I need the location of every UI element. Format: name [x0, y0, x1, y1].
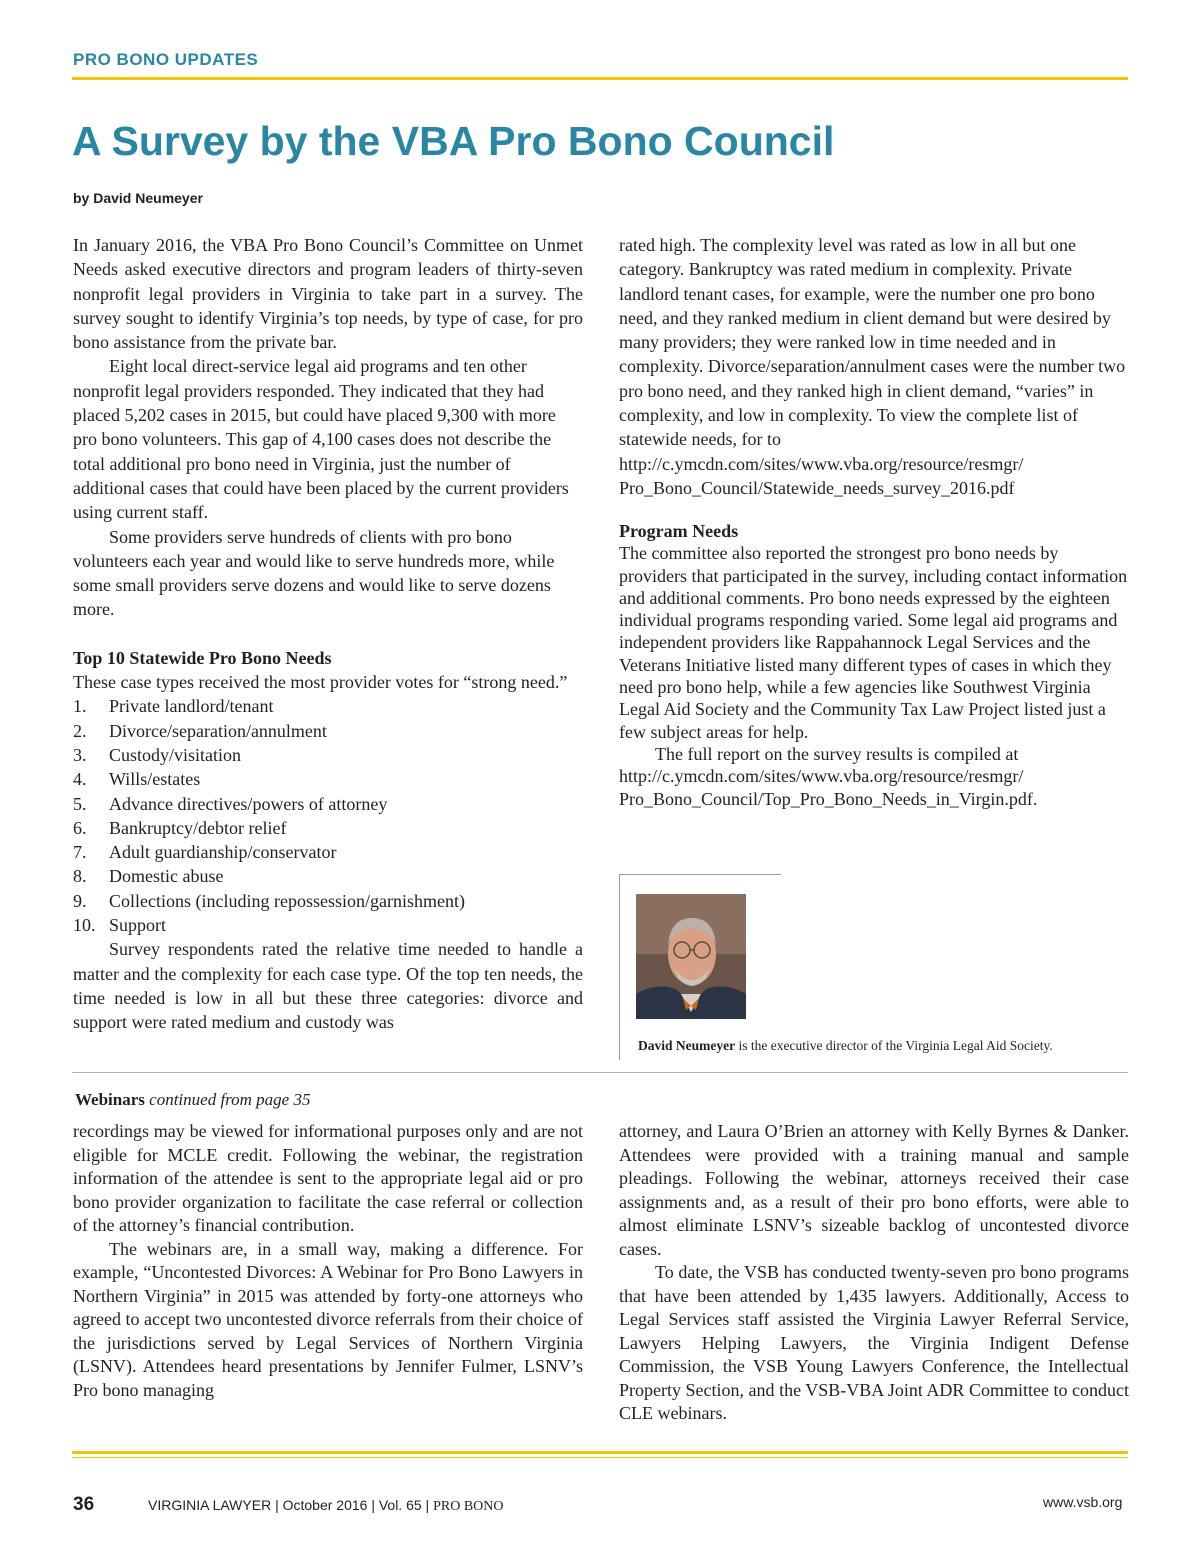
magazine-section: PRO BONO	[433, 1499, 504, 1514]
paragraph: rated high. The complexity level was rated as low in all but one category. Bankruptcy was rated medium in complexity. Private landlord tenant cases, for example, were the number one pro bono need, and they ranked medium in client demand but were desired by many providers; they were ranked low in time needed and in complexity. Divorce/separation/annulment cases were the number two pro bono need, and they ranked high in client demand, “varies” in complexity, and low in complexity. To view the complete list of statewide needs, for to http://c.ymcdn.com/sites/www.vba.org/resource/resmgr/ Pro_Bono_Council/Statewide_needs_survey_2016.pdf	[619, 235, 1126, 498]
webinars-left-column	[73, 1120, 583, 1402]
caption-name: David Neumeyer	[638, 1038, 736, 1053]
list-item: 3. Custody/visitation	[73, 744, 242, 765]
page-number: 36	[73, 1494, 95, 1515]
header-rule	[72, 77, 1128, 80]
footer-url: www.vsb.org	[1043, 1494, 1123, 1510]
list-item: 8. Domestic abuse	[73, 866, 224, 887]
section-divider	[72, 1072, 1128, 1073]
paragraph: Survey respondents rated the relative time needed to handle a matter and the complexity for each case type. Of the top ten needs, the time needed is low in all but these three categories: divorce and support were rated medium and custody was	[73, 939, 583, 1033]
webinars-right-column	[619, 1120, 1129, 1426]
list-item: 7. Adult guardianship/conservator	[73, 842, 337, 863]
list-item: 4. Wills/estates	[73, 769, 201, 790]
magazine-issue: VIRGINIA LAWYER | October 2016 | Vol. 65 |	[148, 1497, 430, 1513]
webinars-heading	[75, 1090, 310, 1110]
author-photo	[636, 894, 746, 1019]
paragraph: To date, the VSB has conducted twenty-seven pro bono programs that have been attended by 1,435 lawyers. Additionally, Access to Legal Services staff assisted the Virginia Lawyer Referral Service, Lawyers Helping Lawyers, the Virginia Indigent Defense Commission, the VSB Young Lawyers Conference, the Intellectual Property Section, and the VSB-VBA Joint ADR Committee to conduct CLE webinars.	[619, 1262, 1129, 1423]
list-item: 5. Advance directives/powers of attorney	[73, 793, 388, 814]
top10-intro: These case types received the most provider votes for “strong need.”	[73, 672, 568, 693]
paragraph: The committee also reported the strongest pro bono needs by providers that participated in the survey, including contact information and additional comments. Pro bono needs expressed by the eighteen individual programs responding varied. Some legal aid programs and independent providers like Rappahannock Legal Services and the Veterans Initiative listed many different types of cases in which they need pro bono help, while a few agencies like Southwest Virginia Legal Aid Society and the Community Tax Law Project listed just a few subject areas for help.	[619, 543, 1128, 742]
list-item: 2. Divorce/separation/annulment	[73, 720, 327, 741]
section-label: PRO BONO UPDATES	[73, 50, 259, 69]
caption-text: is the executive director of the Virginia Legal Aid Society.	[735, 1038, 1053, 1053]
top10-list	[73, 694, 583, 937]
paragraph: attorney, and Laura O’Brien an attorney with Kelly Byrnes & Danker. Attendees were provided with a training manual and sample pleadings. Following the webinar, attorneys received their case assignments and, as a result of their pro bono efforts, were able to almost eliminate LSNV’s sizeable backlog of uncontested divorce cases.	[619, 1121, 1129, 1259]
paragraph: The webinars are, in a small way, making a difference. For example, “Uncontested Divorces: A Webinar for Pro Bono Lawyers in Northern Virginia” in 2015 was attended by forty-one attorneys who agreed to accept two uncontested divorce referrals from their choice of the jurisdictions served by Legal Services of Northern Virginia (LSNV). Attendees heard presentations by Jennifer Fulmer, LSNV’s Pro bono managing	[73, 1238, 583, 1400]
paragraph: recordings may be viewed for informational purposes only and are not eligible for MCLE credit. Following the webinar, the registration information of the attendee is sent to the appropriate legal aid or pro bono provider organization to facilitate the case referral or collection of the attorney’s financial contribution.	[73, 1121, 583, 1235]
subheading-top10: Top 10 Statewide Pro Bono Needs	[73, 647, 332, 668]
article-left-column	[73, 233, 583, 1035]
paragraph: The full report on the survey results is compiled at http://c.ymcdn.com/sites/www.vba.org/resource/resmgr/ Pro_Bono_Council/Top_Pro_Bono_Needs_in_Virgin.pdf.	[619, 743, 1038, 809]
list-item: 10. Support	[73, 915, 167, 936]
paragraph: Some providers serve hundreds of clients with pro bono volunteers each year and would like to serve hundreds more, while some small providers serve dozens and would like to serve dozens more.	[73, 526, 555, 620]
photo-frame-rule	[619, 874, 781, 875]
webinars-title: Webinars	[75, 1090, 145, 1109]
continued-note: continued from page 35	[149, 1090, 311, 1109]
footer-rule	[72, 1451, 1128, 1454]
subheading-program-needs: Program Needs	[619, 521, 739, 541]
photo-caption	[638, 1038, 1053, 1054]
article-title: A Survey by the VBA Pro Bono Council	[72, 118, 835, 164]
list-item: 1. Private landlord/tenant	[73, 696, 274, 717]
footer-rule-thin	[72, 1457, 1128, 1458]
magazine-info	[148, 1497, 503, 1515]
photo-frame-rule	[619, 874, 620, 1060]
paragraph: Eight local direct-service legal aid programs and ten other nonprofit legal providers responded. They indicated that they had placed 5,202 cases in 2015, but could have placed 9,300 with more pro bono volunteers. This gap of 4,100 cases does not describe the total additional pro bono need in Virginia, just the number of additional cases that could have been placed by the current providers using current staff.	[73, 356, 569, 523]
program-needs-block	[619, 520, 1129, 810]
byline: by David Neumeyer	[73, 190, 203, 206]
list-item: 9. Collections (including repossession/garnishment)	[73, 890, 465, 911]
paragraph: In January 2016, the VBA Pro Bono Council’s Committee on Unmet Needs asked executive directors and program leaders of thirty-seven nonprofit legal providers in Virginia to take part in a survey. The survey sought to identify Virginia’s top needs, by type of case, for pro bono assistance from the private bar.	[73, 235, 583, 353]
list-item: 6. Bankruptcy/debtor relief	[73, 817, 287, 838]
article-right-column	[619, 233, 1129, 500]
